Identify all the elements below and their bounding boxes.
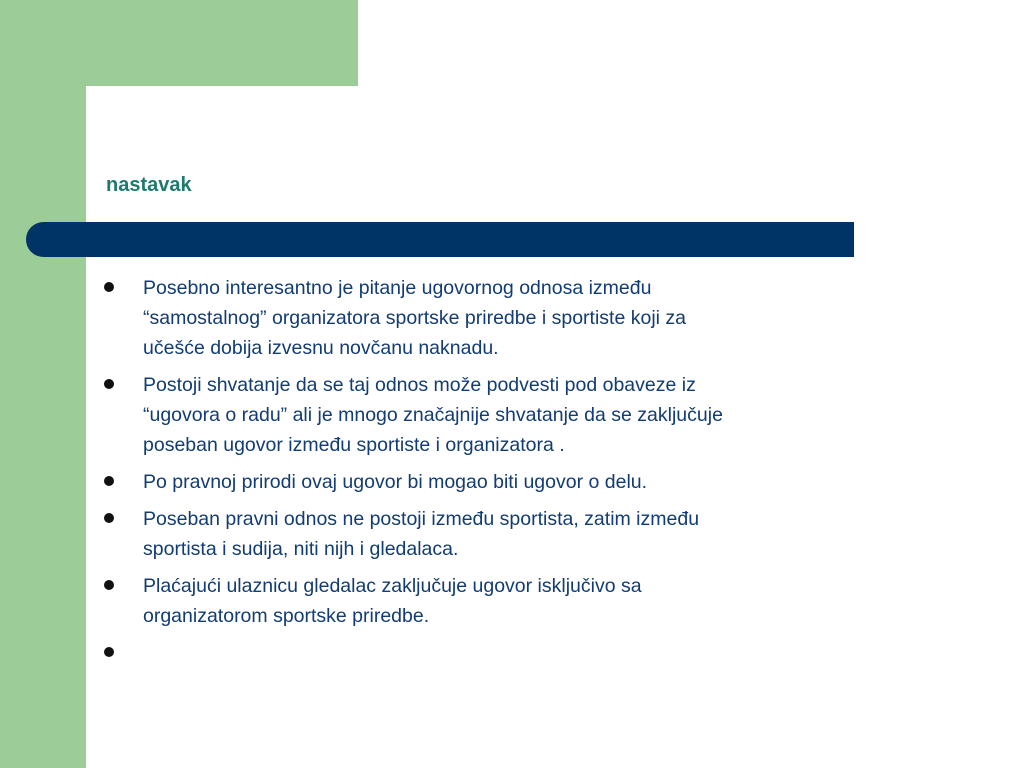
bullet-text: Poseban pravni odnos ne postoji između sportista, zatim između sportista i sudija, niti nijh i gledalaca.	[143, 508, 700, 560]
bullet-text: Postoji shvatanje da se taj odnos može podvesti pod obaveze iz “ugovora o radu” ali je mnogo značajnije shvatanje da se zaključuje poseban ugovor između sportiste i organizatora .	[143, 374, 723, 456]
bullet-text: Plaćajući ulaznicu gledalac zaključuje ugovor isključivo sa organizatorom sportske priredbe.	[143, 575, 642, 627]
bullet-item	[104, 273, 954, 363]
green-sidebar-decoration	[0, 0, 86, 768]
bullet-point-icon	[104, 282, 114, 292]
bullet-item	[104, 467, 954, 497]
bullet-point-icon	[104, 580, 114, 590]
bullet-point-icon	[104, 476, 114, 486]
bullet-point-icon	[104, 647, 114, 657]
bullet-item	[104, 571, 954, 631]
bullet-item	[104, 638, 954, 657]
bullet-item	[104, 504, 954, 564]
bullet-text: Posebno interesantno je pitanje ugovornog odnosa između “samostalnog” organizatora sportske priredbe i sportiste koji za učešće dobija izvesnu novčanu naknadu.	[143, 277, 687, 359]
bullet-point-icon	[104, 379, 114, 389]
green-top-decoration	[0, 0, 358, 86]
bullet-item	[104, 370, 954, 460]
bullet-list	[104, 273, 954, 664]
slide-title: nastavak	[106, 174, 192, 196]
bullet-point-icon	[104, 513, 114, 523]
title-underline-bar	[26, 222, 854, 257]
bullet-text: Po pravnoj prirodi ovaj ugovor bi mogao biti ugovor o delu.	[143, 471, 648, 493]
